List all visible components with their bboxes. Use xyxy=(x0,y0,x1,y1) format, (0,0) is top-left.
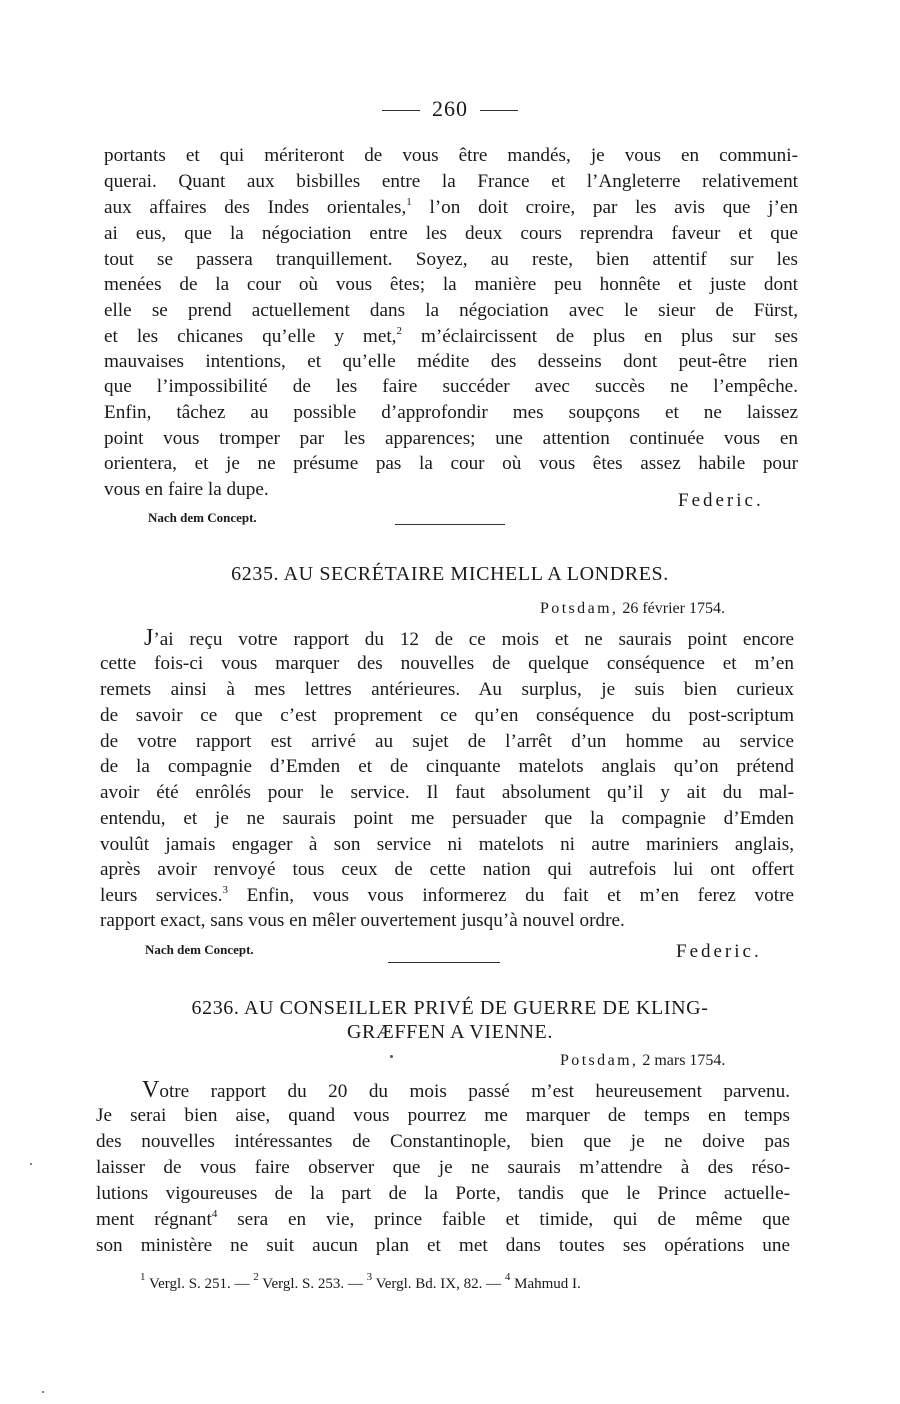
text-line: tout se passera tranquillement. Soyez, au reste, bien attentif sur les xyxy=(104,249,798,270)
text-line: mauvaises intentions, et qu’elle médite des desseins dont peut-être rien xyxy=(104,351,798,372)
text-line: point vous tromper par les apparences; une attention continuée vous en xyxy=(104,428,798,449)
letter-title: 6235. AU SECRÉTAIRE MICHELL A LONDRES. xyxy=(231,563,669,585)
section-divider xyxy=(388,962,500,963)
initial-letter: V xyxy=(142,1077,160,1103)
text-line: que l’impossibilité de les faire succéder avec succès ne l’empêche. xyxy=(104,376,798,397)
text-line: son ministère ne suit aucun plan et met dans toutes ses opérations une xyxy=(96,1235,790,1256)
page-header xyxy=(0,96,900,122)
header-left-dash xyxy=(382,110,420,111)
text-line xyxy=(96,1077,790,1105)
text-line: laisser de vous faire observer que je ne saurais m’attendre à des réso- xyxy=(96,1157,790,1178)
print-speck xyxy=(30,1163,32,1165)
text-line: elle se prend actuellement dans la négociation avec le sieur de Fürst, xyxy=(104,300,798,321)
letter-dateline xyxy=(560,1052,725,1070)
text-segment: l’on doit croire, par les avis que j’en xyxy=(411,197,798,218)
text-line: après avoir renvoyé tous ceux de cette nation qui autrefois lui ont offert xyxy=(100,859,794,880)
text-line: de la compagnie d’Emden et de cinquante matelots anglais qu’on prétend xyxy=(100,756,794,777)
text-line: lutions vigoureuses de la part de la Porte, tandis que le Prince actuelle- xyxy=(96,1183,790,1204)
footnote-number: 4 xyxy=(504,1271,511,1283)
footnote-ref-2: 2 xyxy=(396,325,402,337)
letter-date: 2 mars 1754. xyxy=(638,1052,726,1069)
text-segment: ’ai reçu votre rapport du 12 de ce mois et ne saurais point encore xyxy=(153,629,794,650)
text-segment: et les chicanes qu’elle y met, xyxy=(104,326,397,347)
text-line: des nouvelles intéressantes de Constantinople, bien que je ne doive pas xyxy=(96,1131,790,1152)
text-line: Enfin, tâchez au possible d’approfondir mes soupçons et ne laissez xyxy=(104,402,798,423)
footnote-text: Vergl. Bd. IX, 82. — xyxy=(372,1276,505,1292)
footnote-ref-1: 1 xyxy=(406,196,412,208)
text-segment: otre rapport du 20 du mois passé m’est heureusement parvenu. xyxy=(159,1081,790,1102)
footnote-ref-4: 4 xyxy=(211,1208,218,1220)
footnote-number: 3 xyxy=(366,1271,373,1283)
text-line: Je serai bien aise, quand vous pourrez me marquer de temps en temps xyxy=(96,1105,790,1126)
header-right-dash xyxy=(480,110,518,111)
footnote-text: Mahmud I. xyxy=(510,1276,581,1292)
text-line xyxy=(104,195,798,221)
page-number: 260 xyxy=(432,96,468,121)
source-note: Nach dem Concept. xyxy=(148,510,257,525)
print-speck xyxy=(42,1391,44,1393)
signature: Federic. xyxy=(676,941,762,962)
text-segment: Enfin, vous vous informerez du fait et m’en ferez votre xyxy=(228,885,794,906)
footnote-number: 2 xyxy=(253,1271,259,1283)
letter-date: 26 février 1754. xyxy=(618,600,725,617)
text-line: vous en faire la dupe. xyxy=(104,479,269,500)
letter-place: Potsdam, xyxy=(540,600,619,617)
text-line: rapport exact, sans vous en mêler ouvertement jusqu’à nouvel ordre. xyxy=(100,910,625,931)
text-line: avoir été enrôlés pour le service. Il faut absolument qu’il y ait du mal- xyxy=(100,782,794,803)
text-segment: m’éclaircissent de plus en plus sur ses xyxy=(401,326,798,347)
letter-dateline xyxy=(540,600,725,618)
text-line: querai. Quant aux bisbilles entre la France et l’Angleterre relativement xyxy=(104,171,798,192)
signature: Federic. xyxy=(678,490,764,511)
text-line: voulût jamais engager à son service ni matelots ni autre mariniers anglais, xyxy=(100,834,794,855)
footnote-number: 1 xyxy=(140,1271,146,1283)
text-segment: leurs services. xyxy=(100,885,223,906)
text-segment: aux affaires des Indes orientales, xyxy=(104,197,407,218)
text-line xyxy=(104,324,798,350)
letter-title-line-2: GRÆFFEN A VIENNE. xyxy=(347,1021,553,1043)
text-line: menées de la cour où vous êtes; la manière peu honnête et juste dont xyxy=(104,274,798,295)
text-line xyxy=(100,883,794,909)
footnote-text: Vergl. S. 253. — xyxy=(258,1276,367,1292)
text-line: ai eus, que la négociation entre les deux cours reprendra faveur et que xyxy=(104,223,798,244)
text-segment: sera en vie, prince faible et timide, qui de même que xyxy=(217,1209,790,1230)
text-line: remets ainsi à mes lettres antérieures. Au surplus, je suis bien curieux xyxy=(100,679,794,700)
text-line xyxy=(96,1207,790,1233)
footnote-text: Vergl. S. 251. — xyxy=(145,1276,254,1292)
footnote-ref-3: 3 xyxy=(222,884,229,896)
letter-title-line-1: 6236. AU CONSEILLER PRIVÉ DE GUERRE DE KLING- xyxy=(191,997,709,1019)
letter-place: Potsdam, xyxy=(560,1052,639,1069)
footnotes xyxy=(140,1271,790,1293)
text-line xyxy=(100,625,794,653)
source-note: Nach dem Concept. xyxy=(145,942,254,957)
text-line: orientera, et je ne présume pas la cour où vous êtes assez habile pour xyxy=(104,453,798,474)
initial-letter: J xyxy=(144,625,154,651)
text-segment: ment régnant xyxy=(96,1209,212,1230)
text-line: de savoir ce que c’est proprement ce qu’en conséquence du post-scriptum xyxy=(100,705,794,726)
text-line: portants et qui mériteront de vous être mandés, je vous en communi- xyxy=(104,145,798,166)
text-line: cette fois-ci vous marquer des nouvelles de quelque conséquence et m’en xyxy=(100,653,794,674)
text-line: entendu, et je ne saurais point me persuader que la compagnie d’Emden xyxy=(100,808,794,829)
section-divider xyxy=(395,524,505,525)
print-speck xyxy=(390,1055,393,1058)
text-line: de votre rapport est arrivé au sujet de l’arrêt d’un homme au service xyxy=(100,731,794,752)
